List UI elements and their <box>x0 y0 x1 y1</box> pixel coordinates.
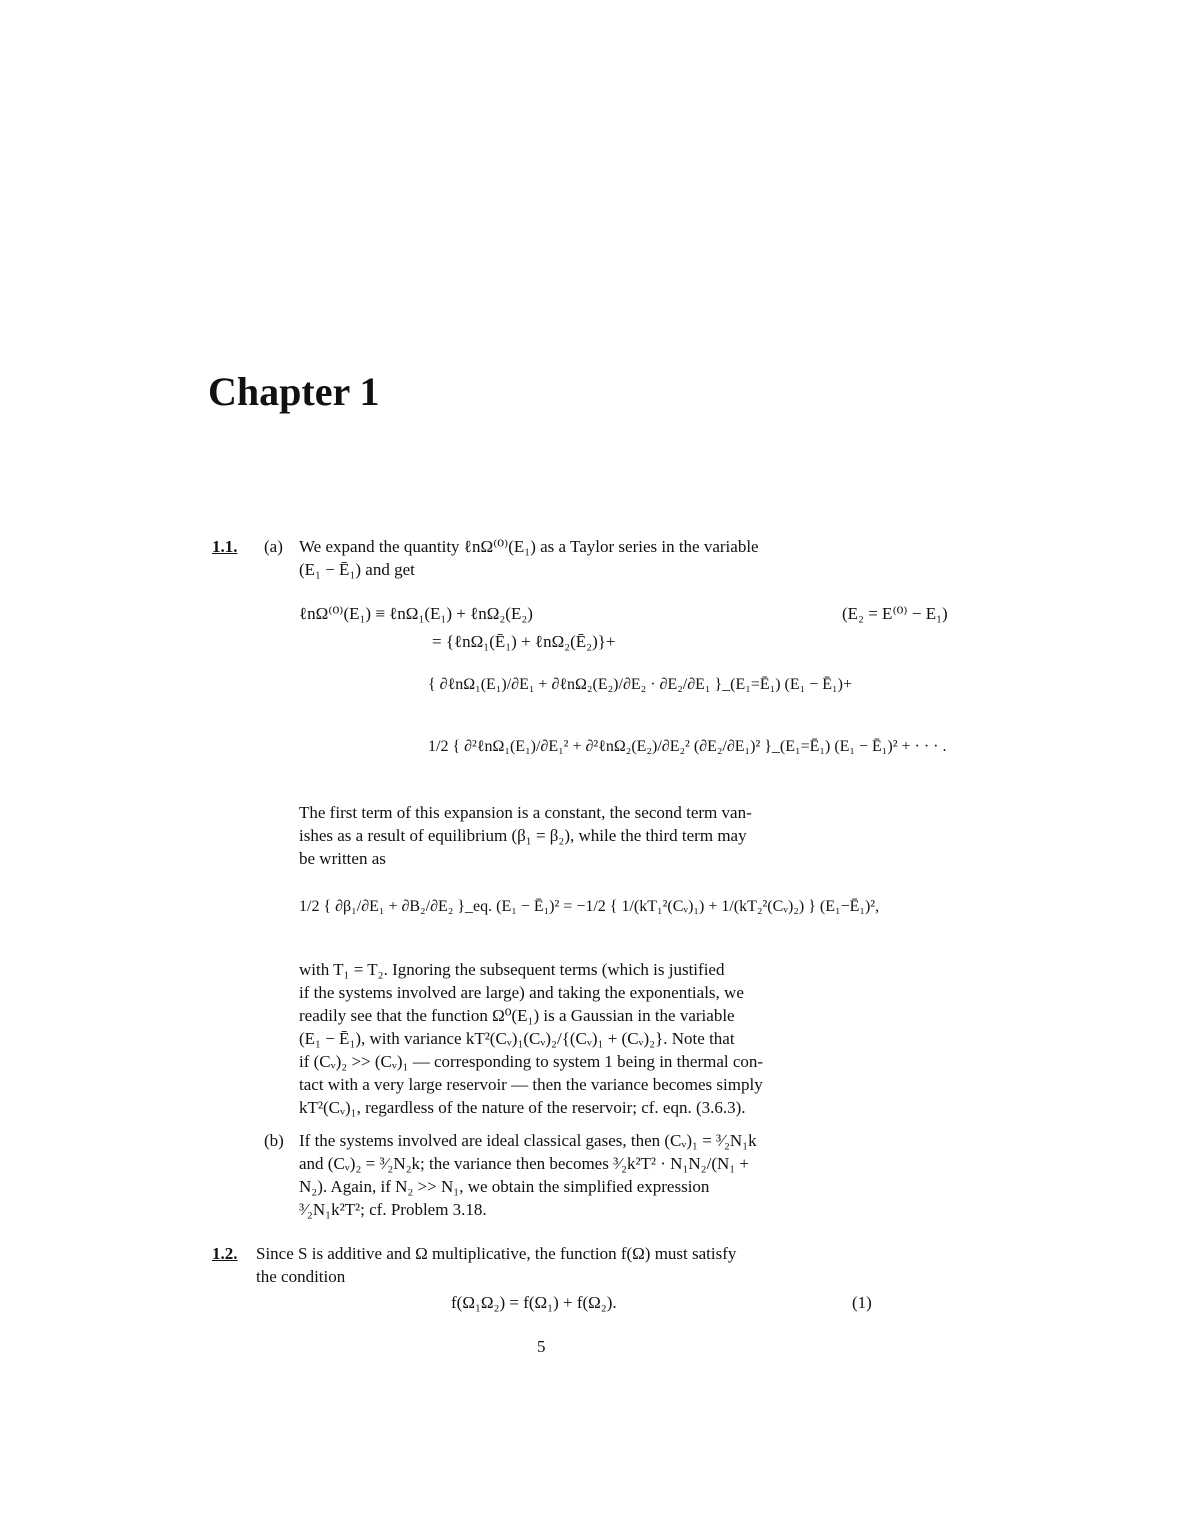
problem-number-1-1: 1.1. <box>212 537 238 556</box>
problem-1-2-line2: the condition <box>256 1267 346 1286</box>
taylor-eq-line2: = {ℓnΩ₁(Ē₁) + ℓnΩ₂(Ē₂)}+ <box>432 632 616 651</box>
part-a-intro-line2: (E₁ − Ē₁) and get <box>299 560 415 579</box>
taylor-eq-condition: (E₂ = E⁽⁰⁾ − E₁) <box>842 604 948 623</box>
page-number: 5 <box>537 1337 546 1356</box>
part-b-line1: If the systems involved are ideal classical gases, then (Cᵥ)₁ = ³⁄₂N₁k <box>299 1131 757 1150</box>
para2-line2: if the systems involved are large) and taking the exponentials, we <box>299 983 744 1002</box>
para1-line3: be written as <box>299 849 386 868</box>
part-b-label: (b) <box>264 1131 284 1150</box>
equation-number: (1) <box>852 1293 872 1312</box>
part-b-line3: N₂). Again, if N₂ >> N₁, we obtain the simplified expression <box>299 1177 710 1196</box>
para2-line1: with T₁ = T₂. Ignoring the subsequent terms (which is justified <box>299 960 725 979</box>
part-b-line4: ³⁄₂N₁k²T²; cf. Problem 3.18. <box>299 1200 487 1219</box>
taylor-eq-line1: ℓnΩ⁽⁰⁾(E₁) ≡ ℓnΩ₁(E₁) + ℓnΩ₂(E₂) <box>299 604 533 623</box>
para2-line3: readily see that the function Ω⁰(E₁) is a Gaussian in the variable <box>299 1006 735 1025</box>
problem-number-1-2: 1.2. <box>212 1244 238 1263</box>
part-a-intro-line1: We expand the quantity ℓnΩ⁽⁰⁾(E₁) as a Taylor series in the variable <box>299 537 759 556</box>
para2-line5: if (Cᵥ)₂ >> (Cᵥ)₁ — corresponding to system 1 being in thermal con- <box>299 1052 764 1071</box>
variance-equation: 1/2 { ∂β₁/∂E₁ + ∂B₂/∂E₂ }_eq. (E₁ − Ē₁)² = −1/2 { 1/(kT₁²(Cᵥ)₁) + 1/(kT₂²(Cᵥ)₂) } (E₁−Ē₁)², <box>299 898 880 915</box>
para1-line1: The first term of this expansion is a constant, the second term van- <box>299 803 752 822</box>
chapter-title: Chapter 1 <box>208 369 380 414</box>
para1-line2: ishes as a result of equilibrium (β₁ = β₂), while the third term may <box>299 826 747 845</box>
para2-line4: (E₁ − Ē₁), with variance kT²(Cᵥ)₁(Cᵥ)₂/{(Cᵥ)₁ + (Cᵥ)₂}. Note that <box>299 1029 735 1048</box>
taylor-eq-line4: 1/2 { ∂²ℓnΩ₁(E₁)/∂E₁² + ∂²ℓnΩ₂(E₂)/∂E₂² (∂E₂/∂E₁)² }_(E₁=Ē₁) (E₁ − Ē₁)² + · · · . <box>428 738 947 755</box>
taylor-eq-line3: { ∂ℓnΩ₁(E₁)/∂E₁ + ∂ℓnΩ₂(E₂)/∂E₂ · ∂E₂/∂E₁ }_(E₁=Ē₁) (E₁ − Ē₁)+ <box>428 676 852 693</box>
problem-1-2-line1: Since S is additive and Ω multiplicative, the function f(Ω) must satisfy <box>256 1244 737 1263</box>
part-b-line2: and (Cᵥ)₂ = ³⁄₂N₂k; the variance then becomes ³⁄₂k²T² · N₁N₂/(N₁ + <box>299 1154 750 1173</box>
additivity-equation: f(Ω₁Ω₂) = f(Ω₁) + f(Ω₂). <box>451 1293 617 1312</box>
para2-line7: kT²(Cᵥ)₁, regardless of the nature of the reservoir; cf. eqn. (3.6.3). <box>299 1098 746 1117</box>
para2-line6: tact with a very large reservoir — then the variance becomes simply <box>299 1075 763 1094</box>
part-a-label: (a) <box>264 537 283 556</box>
